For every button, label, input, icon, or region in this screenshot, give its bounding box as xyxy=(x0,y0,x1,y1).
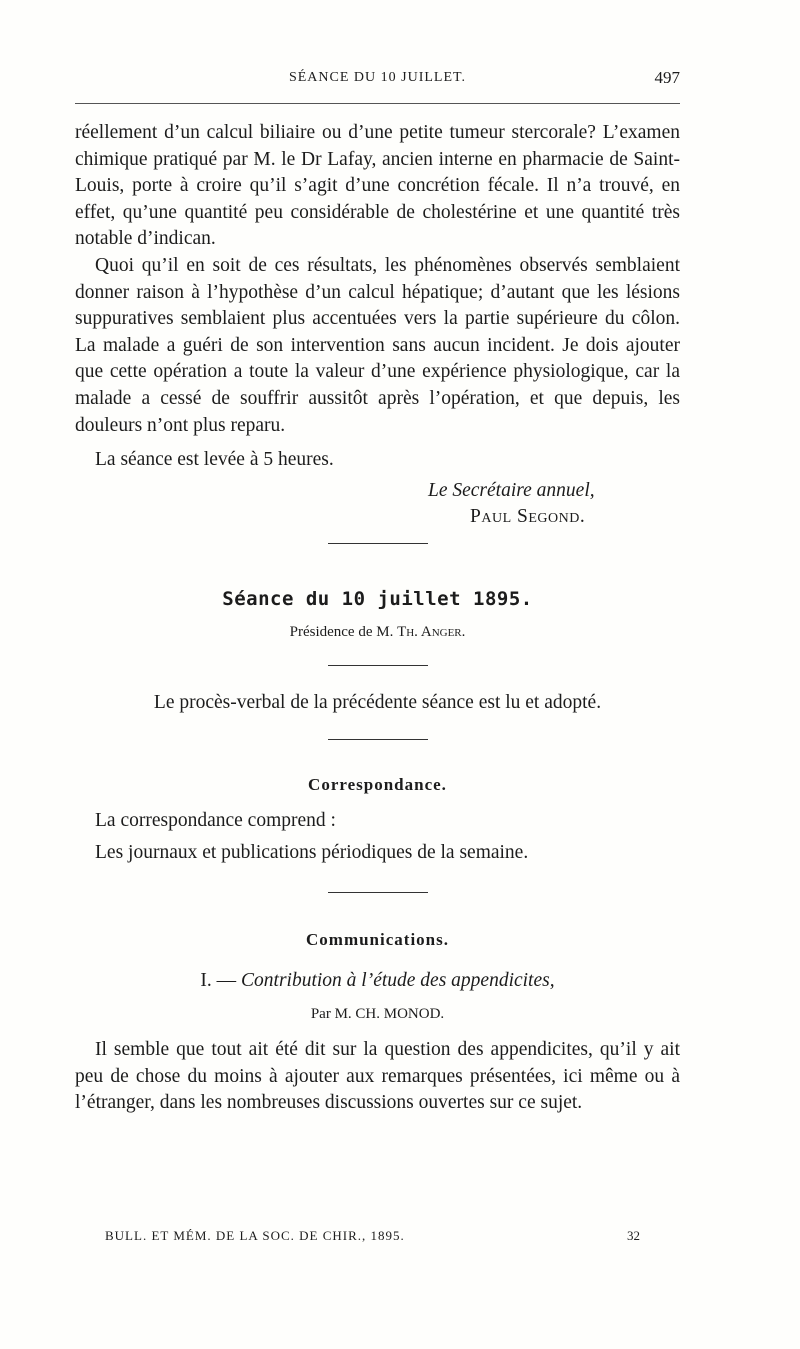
divider xyxy=(328,665,428,666)
communications-heading: Communications. xyxy=(306,930,449,950)
page-footer xyxy=(105,1228,640,1244)
divider xyxy=(328,739,428,740)
secretary-title: Le Secrétaire annuel, xyxy=(428,479,595,501)
presidence-line xyxy=(75,619,680,646)
proces-verbal: Le procès-verbal de la précédente séance est lu et adopté. xyxy=(153,692,602,714)
seance-title: Séance du 10 juillet 1895. xyxy=(222,587,533,610)
page-body xyxy=(75,120,680,1117)
paragraph-results: Quoi qu’il en soit de ces résultats, les phénomènes observés semblaient donner raison à l’hypothèse d’un calcul hépatique; d’autant que les lésions suppuratives semblaient plus accentuées vers la partie supérieure du côlon. La malade a guéri de son intervention sans aucun incident. Je dois ajouter que cette opération a toute la valeur d’une expérience physiologique, car la malade a cessé de souffrir aussitôt après l’opération, et que depuis, les douleurs n’ont plus reparu. xyxy=(75,254,680,436)
header-rule xyxy=(75,103,680,104)
divider xyxy=(328,892,428,893)
president-name: Th. Anger. xyxy=(397,623,466,640)
running-title: SÉANCE DU 10 JUILLET. xyxy=(288,70,467,85)
signature-block xyxy=(75,478,680,531)
footer-source: BULL. ET MÉM. DE LA SOC. DE CHIR., 1895. xyxy=(105,1228,405,1243)
correspondance-line-2: Les journaux et publications périodiques de la semaine. xyxy=(95,841,529,863)
communication-title xyxy=(75,968,680,995)
running-header xyxy=(75,70,680,86)
correspondance-heading: Correspondance. xyxy=(308,774,447,794)
page-number: 497 xyxy=(654,68,680,87)
divider xyxy=(328,543,428,544)
secretary-name: Paul Segond. xyxy=(470,506,586,528)
paragraph-closing: La séance est levée à 5 heures. xyxy=(95,449,334,471)
communication-author: Par M. CH. MONOD. xyxy=(310,1005,445,1022)
paragraph-appendicites: Il semble que tout ait été dit sur la question des appendicites, qu’il y ait peu de chose du moins à ajouter aux remarques présentées, ici même ou à l’étranger, dans les nombreuses discussions ouvertes sur ce sujet. xyxy=(75,1039,680,1114)
signature-mark: 32 xyxy=(627,1228,640,1243)
communication-title-text: Contribution à l’étude des appendicites, xyxy=(241,970,555,992)
correspondance-line-1: La correspondance comprend : xyxy=(95,810,336,832)
paragraph-continued: réellement d’un calcul biliaire ou d’une petite tumeur stercorale? L’examen chimique pratiqué par M. le Dr Lafay, ancien interne en pharmacie de Saint-Louis, porte à croire qu’il s’agit d’une concrétion fécale. Il n’a trouvé, en effet, qu’une quantité peu considérable de cholestérine et une quantité très notable d’indican. xyxy=(75,122,680,250)
presidence-label: Présidence de M. xyxy=(289,623,394,640)
communication-number: I. — xyxy=(200,970,237,992)
